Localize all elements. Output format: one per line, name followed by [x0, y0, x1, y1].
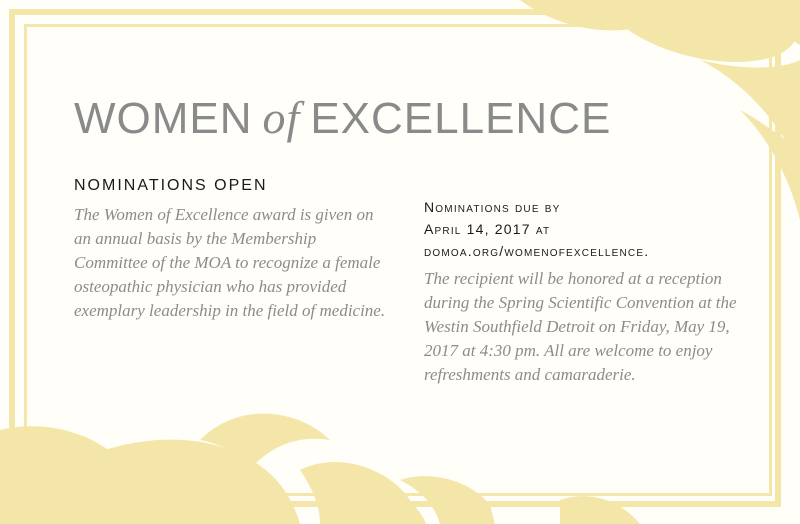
nomination-deadline	[424, 196, 744, 262]
deadline-line-2: April 14, 2017 at	[424, 221, 551, 237]
event-description: The recipient will be honored at a reception during the Spring Scientific Convention at the Westin Southfield Detroit on Friday, May 19, 2017 at 4:30 pm. All are welcome to enjoy refreshments and camaraderie.	[424, 269, 737, 384]
nominations-heading: NOMINATIONS OPEN	[74, 177, 268, 194]
deadline-line-1: Nominations due by	[424, 199, 561, 215]
page-title	[74, 88, 694, 149]
title-of: of	[262, 92, 301, 143]
award-description: The Women of Excellence award is given on an annual basis by the Membership Committee of the MOA to recognize a female osteopathic physician who has provided exemplary leadership in the field of medicine.	[74, 205, 386, 320]
title-excellence: EXCELLENCE	[310, 94, 612, 143]
title-women: WOMEN	[74, 94, 253, 143]
nomination-url: domoa.org/womenofexcellence.	[424, 243, 650, 259]
